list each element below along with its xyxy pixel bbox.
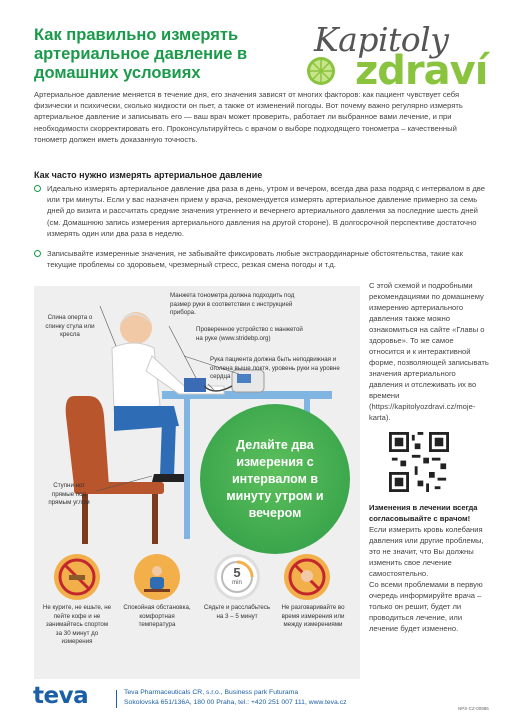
- footer-line1: Teva Pharmaceuticals CR, s.r.o., Business park Futurama: [124, 689, 299, 696]
- timer-icon: [214, 554, 260, 600]
- label-back-support: Спина оперта о спинку стула или кресла: [45, 314, 95, 338]
- logo-line2: zdraví: [355, 48, 488, 94]
- bullet-circle-icon: [34, 185, 41, 192]
- side-info-text: С этой схемой и подробными рекомендациями по домашнему измерению артериального давления также можно ознакомиться на сайте «Главы о здоровье». То же самое относится и к интерактивной форме, позволяющей записывать значения артериального давления и отслеживать их во времени (https://kapitolyozdravi.cz/moje-karta).: [369, 281, 489, 422]
- side-warning-block: [369, 502, 489, 634]
- side-warning-text-2: Со всеми проблемами в первую очередь информируйте врача – только он решит, будет ли проводиться лечение, или лечение будет изменено.: [369, 580, 483, 633]
- bullet-item: [34, 183, 489, 239]
- footer-divider: [116, 690, 117, 708]
- calm-environment-icon: [134, 554, 180, 600]
- side-warning-text: Если измерить кровь колебания давления или другие проблемы, это не значит, что Вы должны изменить свое лечение самостоятельно.: [369, 525, 484, 578]
- timer-value: 5: [233, 565, 241, 580]
- caption-sit-relax: Сядьте и расслабьтесь на 3 – 5 минут: [203, 604, 271, 620]
- side-warning-heading: Изменения в лечении всегда согласовывайте с врачом!: [369, 503, 478, 523]
- no-smoking-eating-icon: [54, 554, 100, 600]
- caption-calm: Спокойная обстановка, комфортная температура: [123, 604, 191, 628]
- bullet-circle-icon: [34, 250, 41, 257]
- footer-address: [124, 688, 347, 708]
- timer-unit: min: [232, 580, 242, 586]
- bullet-text: Записывайте измеренные значения, не забывайте фиксировать любые экстраординарные обстоятельства, такие как текущие проблемы со здоровьем, чрезмерный стресс, резкая смена погоды и т.д.: [47, 249, 463, 270]
- section-heading: Как часто нужно измерять артериальное давление: [34, 170, 263, 180]
- label-arm-position: Рука пациента должна быть неподвижная и оголена выше локтя, уровень руки на уровне сердца: [210, 356, 340, 380]
- document-code: NPS-CZ-00985: [458, 706, 489, 711]
- measurement-illustration: [34, 286, 360, 679]
- lime-icon: [306, 56, 336, 86]
- caption-no-talking: Не разговаривайте во время измерения или между измерениями: [281, 604, 345, 628]
- no-talking-icon: [284, 554, 330, 600]
- label-feet: Ступни ног прямые под прямым углом: [48, 482, 90, 506]
- caption-no-smoking: Не курите, не ешьте, не пейте кофе и не занимайтесь спортом за 30 минут до измерения: [42, 604, 112, 645]
- page-title: Как правильно измерять артериальное давление в домашних условиях: [34, 26, 248, 82]
- logo-line1: Kapitoly: [314, 20, 449, 59]
- qr-code-icon[interactable]: [389, 432, 449, 492]
- bullet-item: [34, 248, 489, 270]
- measurement-recommendation-circle: [200, 404, 350, 554]
- footer-line2: Sokolovská 651/136A, 180 00 Praha, tel.: +420 251 007 111, www.teva.cz: [124, 699, 347, 706]
- label-cuff-size: Манжета тонометра должна подходить под размер руки в соответствии с инструкцией прибора.: [170, 292, 295, 316]
- intro-paragraph: Артериальное давление меняется в течение дня, его значения зависят от многих факторов: как пациент чувствует себя физически и психически, сколько жидкости он пьет, а также от изменений погоды. Вот почему важно регулярно измерять артериальное давление и записывать его — ваш врач может проверить, работает ли выбранное вами лечение, и при необходимости скорректировать его. Проконсультируйтесь с врачом о выборе подходящего тонометра – качественный тонометр должен иметь доказанную точность.: [34, 90, 463, 144]
- teva-logo: teva: [33, 683, 89, 709]
- circle-text: Делайте два измерения с интервалом в минуту утром и вечером: [226, 437, 324, 520]
- bullet-text: Идеально измерять артериальное давление два раза в день, утром и вечером, всегда два раза подряд с интервалом в две или три минуты. Если у вас назначен прием у врача, рекомендуется измерять артериальное давление примерно за семь дней до визита и рассчитать средние значения утреннего и вечернего артериального давления за последние шесть дней (см. Домашнюю запись измерения артериального давления на другой стороне). В долгосрочной перспективе достаточно измерять один или два раза в неделю.: [47, 184, 485, 238]
- label-device: Проверенное устройство с манжетой на руке (www.stridebp.org): [196, 326, 303, 342]
- kapitoly-zdravi-logo: [300, 20, 490, 94]
